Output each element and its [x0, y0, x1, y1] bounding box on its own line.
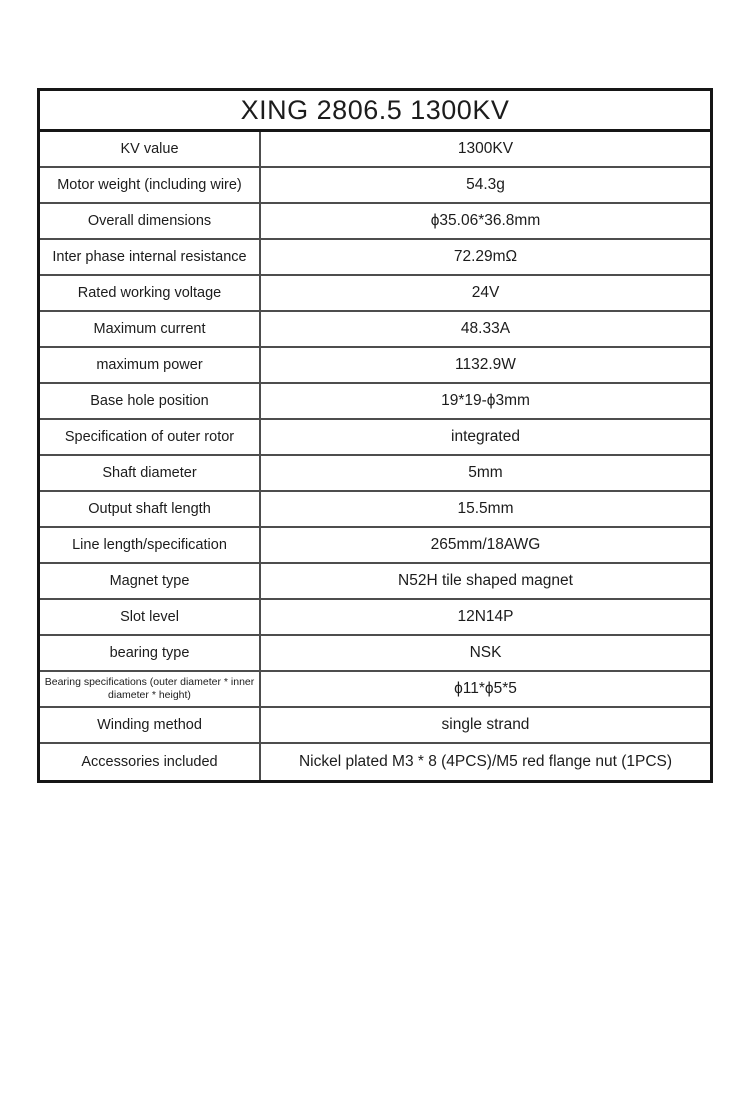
row-label: Slot level: [40, 600, 261, 634]
table-row: [40, 708, 710, 744]
row-label: Motor weight (including wire): [40, 168, 261, 202]
table-row: [40, 240, 710, 276]
table-row: [40, 492, 710, 528]
row-value: NSK: [469, 644, 502, 661]
table-row: [40, 384, 710, 420]
row-value: 265mm/18AWG: [430, 536, 541, 553]
table-row: [40, 456, 710, 492]
row-value: 54.3g: [466, 176, 505, 193]
table-row: [40, 312, 710, 348]
row-label: Line length/specification: [40, 528, 261, 562]
row-value: 1132.9W: [455, 356, 516, 373]
table-row: [40, 672, 710, 708]
table-title: XING 2806.5 1300KV: [40, 91, 710, 132]
row-label: Rated working voltage: [40, 276, 261, 310]
row-label: Accessories included: [40, 744, 261, 780]
table-row: [40, 744, 710, 780]
row-label: KV value: [40, 132, 261, 166]
row-value: 1300KV: [457, 140, 514, 157]
row-value: integrated: [451, 428, 520, 445]
row-label: Bearing specifications (outer diameter * inner diameter * height): [40, 672, 261, 706]
row-label: Winding method: [40, 708, 261, 742]
row-label: Shaft diameter: [40, 456, 261, 490]
table-row: [40, 600, 710, 636]
row-value: 5mm: [468, 464, 503, 481]
row-label: Inter phase internal resistance: [40, 240, 261, 274]
table-row: [40, 564, 710, 600]
row-value: 19*19-ϕ3mm: [441, 392, 530, 409]
row-value: 72.29mΩ: [453, 248, 518, 265]
row-value: single strand: [441, 716, 530, 733]
row-value: N52H tile shaped magnet: [398, 572, 573, 589]
row-value: ϕ35.06*36.8mm: [430, 212, 541, 229]
row-value: 12N14P: [457, 608, 514, 625]
table-row: [40, 132, 710, 168]
row-value: ϕ11*ϕ5*5: [454, 680, 517, 697]
spec-table: [37, 88, 713, 783]
row-label: maximum power: [40, 348, 261, 382]
row-label: Magnet type: [40, 564, 261, 598]
table-row: [40, 276, 710, 312]
row-value: Nickel plated M3 * 8 (4PCS)/M5 red flange nut (1PCS): [298, 753, 673, 770]
row-label: Overall dimensions: [40, 204, 261, 238]
row-value: 24V: [471, 284, 500, 301]
table-row: [40, 348, 710, 384]
table-row: [40, 636, 710, 672]
row-value: 48.33A: [460, 320, 511, 337]
row-label: bearing type: [40, 636, 261, 670]
table-row: [40, 420, 710, 456]
row-label: Specification of outer rotor: [40, 420, 261, 454]
row-label: Output shaft length: [40, 492, 261, 526]
table-row: [40, 168, 710, 204]
row-label: Base hole position: [40, 384, 261, 418]
table-row: [40, 528, 710, 564]
row-label: Maximum current: [40, 312, 261, 346]
table-row: [40, 204, 710, 240]
row-value: 15.5mm: [457, 500, 514, 517]
